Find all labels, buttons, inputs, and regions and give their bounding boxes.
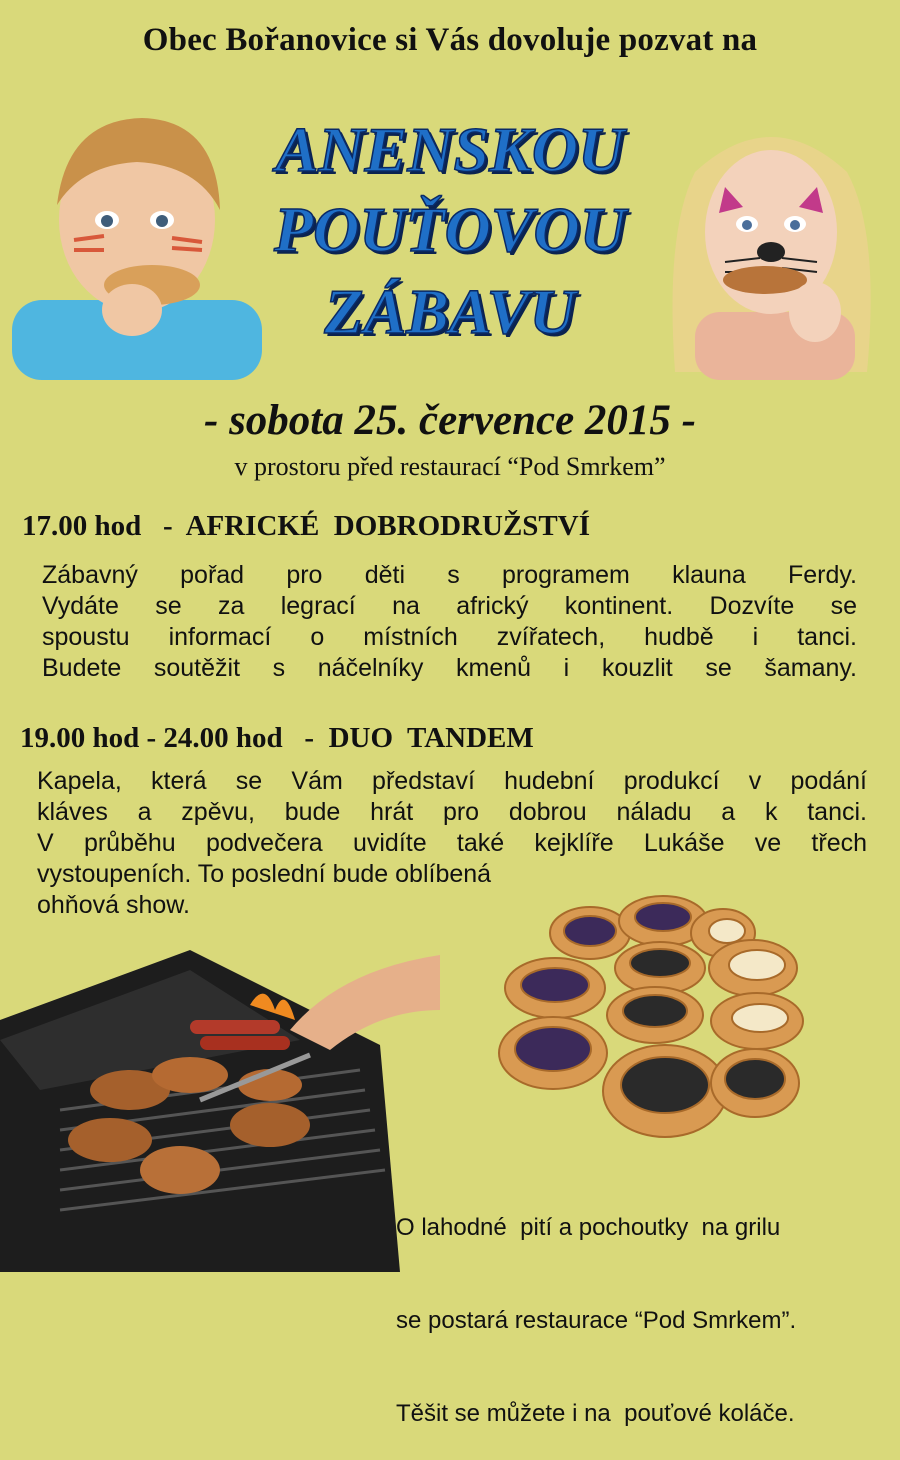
description-line: spoustu informací o místních zvířatech, hudbě i tanci. [42,623,857,651]
program-heading-1: 17.00 hod - AFRICKÉ DOBRODRUŽSTVÍ [22,510,591,542]
title-line-2: POUŤOVOU [274,194,626,265]
description-line: Budete soutěžit s náčelníky kmenů i kouzlit se šamany. [42,654,857,682]
title-line-3: ZÁBAVU [324,276,576,347]
description-line: Zábavný pořad pro děti s programem klauna Ferdy. [42,561,857,589]
event-date: - sobota 25. července 2015 - [204,397,696,444]
description-line: kláves a zpěvu, bude hrát pro dobrou náladu a k tanci. [37,798,867,826]
program-description-1 [42,560,857,684]
description-line: vystoupeních. To poslední bude oblíbená [37,860,492,888]
event-venue: v prostoru před restaurací “Pod Smrkem” [234,452,666,481]
description-line: V průběhu podvečera uvidíte také kejklíře Lukáše ve třech [37,829,867,857]
footer-line: Těšit se můžete i na pouťové koláče. [396,1400,795,1427]
intro-text: Obec Bořanovice si Vás dovoluje pozvat na [142,22,758,58]
program-heading-2: 19.00 hod - 24.00 hod - DUO TANDEM [20,722,534,754]
pastry-photo [495,893,810,1143]
description-line: Kapela, která se Vám představí hudební produkcí v podání [37,767,867,795]
title-line-1: ANENSKOU [275,114,625,185]
footer-line: se postará restaurace “Pod Smrkem”. [396,1307,797,1334]
description-line: Vydáte se za legrací na africký kontinent. Dozvíte se [42,592,857,620]
description-line: ohňová show. [37,891,190,919]
child-photo-right [655,112,887,380]
footer-text [396,1150,796,1460]
footer-line: O lahodné pití a pochoutky na grilu [396,1214,781,1241]
child-photo-left [12,110,262,380]
grill-photo [0,950,440,1272]
